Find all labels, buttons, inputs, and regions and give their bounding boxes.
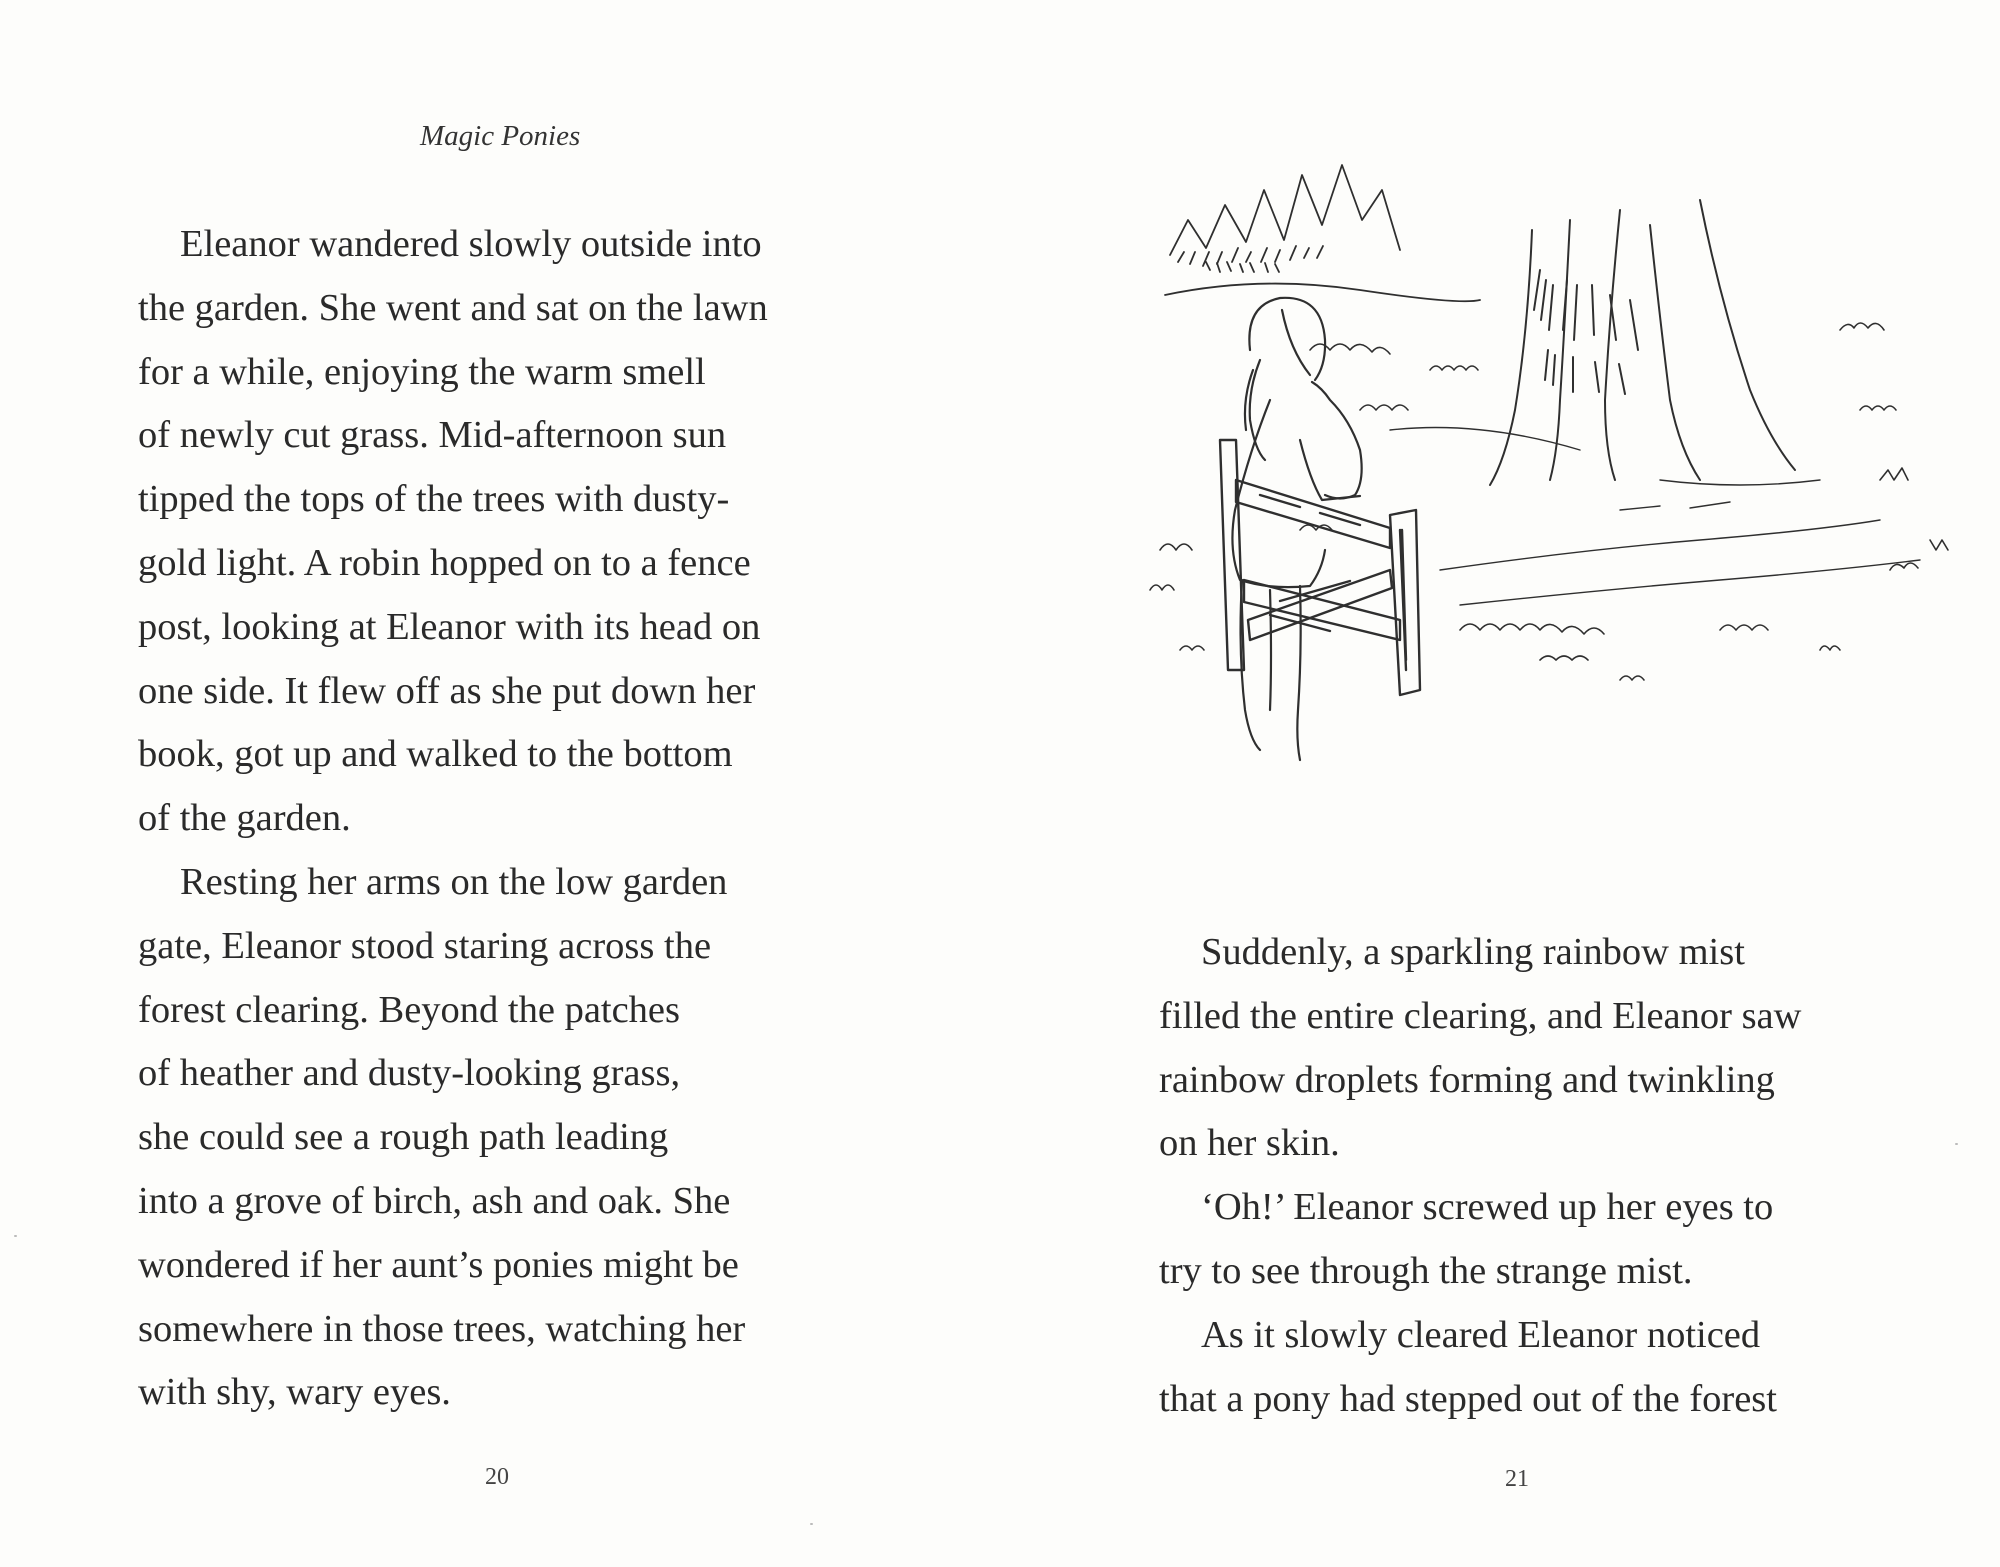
running-head: Magic Ponies bbox=[420, 120, 581, 152]
text-line: of newly cut grass. Mid-afternoon sun bbox=[138, 414, 727, 457]
girl-figure bbox=[1232, 298, 1361, 760]
clearing-path bbox=[1390, 428, 1920, 606]
text-line: tipped the tops of the trees with dusty- bbox=[138, 478, 730, 521]
page-number: 21 bbox=[1505, 1466, 1529, 1492]
text-line: of heather and dusty-looking grass, bbox=[138, 1052, 681, 1095]
text-line: on her skin. bbox=[1159, 1122, 1340, 1165]
text-line: one side. It flew off as she put down her bbox=[138, 669, 756, 712]
right-page-text bbox=[1159, 921, 1801, 1431]
text-line: with shy, wary eyes. bbox=[138, 1371, 451, 1414]
text-line: gold light. A robin hopped on to a fence bbox=[138, 541, 751, 584]
distant-treetops bbox=[1165, 165, 1480, 301]
left-page-text bbox=[138, 213, 768, 1425]
text-line: book, got up and walked to the bottom bbox=[138, 733, 733, 776]
text-line: the garden. She went and sat on the lawn bbox=[138, 286, 768, 329]
text-line: ‘Oh!’ Eleanor screwed up her eyes to bbox=[1201, 1186, 1774, 1229]
page-number: 20 bbox=[485, 1464, 509, 1490]
girl-at-garden-gate-illustration bbox=[1060, 150, 2000, 900]
right-page bbox=[1000, 0, 2000, 1567]
tree-trunks bbox=[1490, 200, 1795, 485]
text-line: Suddenly, a sparkling rainbow mist bbox=[1201, 931, 1745, 973]
text-line: Resting her arms on the low garden bbox=[180, 860, 728, 903]
text-line: rainbow droplets forming and twinkling bbox=[1159, 1058, 1775, 1101]
text-line: somewhere in those trees, watching her bbox=[138, 1307, 746, 1350]
paper-speck bbox=[810, 1523, 813, 1525]
text-line: try to see through the strange mist. bbox=[1159, 1249, 1693, 1292]
text-line: forest clearing. Beyond the patches bbox=[138, 988, 681, 1031]
text-line: into a grove of birch, ash and oak. She bbox=[138, 1179, 731, 1222]
text-line: that a pony had stepped out of the forest bbox=[1159, 1377, 1777, 1420]
text-line: post, looking at Eleanor with its head on bbox=[138, 605, 761, 648]
paper-speck bbox=[1955, 1143, 1958, 1145]
text-line: of the garden. bbox=[138, 797, 351, 840]
text-line: Eleanor wandered slowly outside into bbox=[180, 223, 762, 265]
text-line: gate, Eleanor stood staring across the bbox=[138, 924, 712, 967]
text-line: filled the entire clearing, and Eleanor saw bbox=[1159, 994, 1802, 1037]
paper-speck bbox=[14, 1235, 17, 1237]
text-line: she could see a rough path leading bbox=[138, 1116, 669, 1159]
text-line: for a while, enjoying the warm smell bbox=[138, 350, 706, 393]
text-line: wondered if her aunt’s ponies might be bbox=[138, 1243, 739, 1286]
text-line: As it slowly cleared Eleanor noticed bbox=[1201, 1313, 1761, 1356]
